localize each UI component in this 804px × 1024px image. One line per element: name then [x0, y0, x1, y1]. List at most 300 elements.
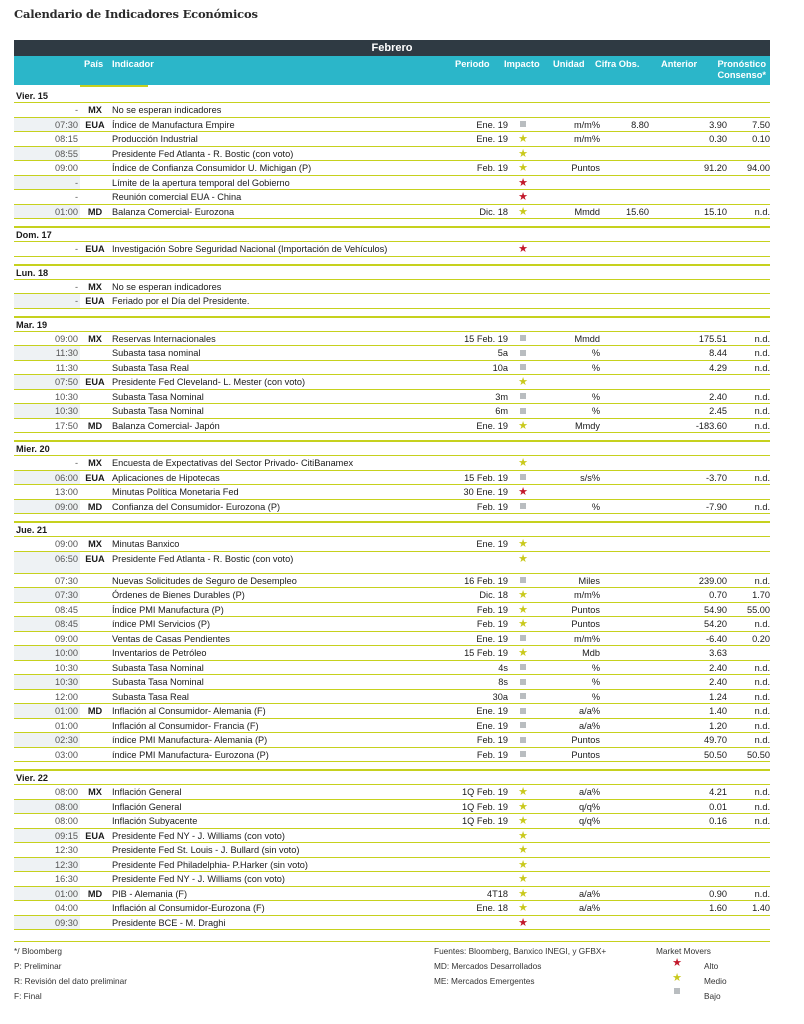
impact-low-square-icon: [514, 332, 532, 347]
time-cell: [14, 294, 80, 308]
time-cell: [14, 588, 80, 602]
table-row: [14, 901, 770, 916]
indicator-name: Minutas Banxico: [112, 539, 180, 549]
impact-low-square-icon: [514, 361, 532, 376]
time-cell: [14, 346, 80, 360]
period: 15 Feb. 19: [464, 648, 508, 658]
indicator-name: índice PMI Servicios (P): [112, 619, 211, 629]
event-time: 10:30: [55, 677, 78, 687]
time-cell: [14, 456, 80, 470]
event-time: 13:00: [55, 487, 78, 497]
country-code: MD: [87, 206, 103, 217]
table-row: [14, 419, 770, 434]
previous-value: 2.40: [709, 677, 727, 687]
indicator-name: Producción Industrial: [112, 134, 198, 144]
indicator-name: Presidente Fed Atlanta - R. Bostic (con voto): [112, 148, 294, 159]
previous-value: 1.40: [709, 706, 727, 716]
impact-low-square-icon: [514, 346, 532, 361]
country-code: MD: [87, 888, 103, 899]
impact-low-square-icon: [514, 748, 532, 763]
unit: m/m%: [573, 134, 600, 144]
unit: a/a%: [579, 706, 600, 716]
country-code: EUA: [85, 296, 105, 306]
table-row: [14, 829, 770, 844]
time-cell: [14, 404, 80, 418]
event-time: 08:00: [55, 816, 78, 826]
event-time: 08:00: [55, 787, 78, 797]
impact-low-square-icon: [514, 390, 532, 405]
time-cell: [14, 485, 80, 499]
event-time: 10:30: [55, 406, 78, 416]
day-label: Vier. 15: [16, 91, 49, 101]
period: Feb. 19: [476, 749, 508, 760]
footer-rule: [14, 941, 770, 942]
table-row: [14, 843, 770, 858]
indicator-name: Aplicaciones de Hipotecas: [112, 472, 220, 483]
event-time: 01:00: [55, 888, 78, 899]
table-row: [14, 748, 770, 763]
table-row: [14, 280, 770, 295]
time-cell: [14, 690, 80, 704]
indicator-name: Ventas de Casas Pendientes: [112, 633, 230, 644]
previous-value: 2.45: [709, 406, 727, 416]
day-label: Dom. 17: [16, 230, 52, 240]
previous-value: 8.44: [709, 348, 727, 358]
legend-label-low: Bajo: [704, 991, 721, 1001]
forecast-value: n.d.: [754, 816, 770, 826]
unit: Puntos: [571, 735, 600, 745]
day-separator: [14, 433, 770, 440]
table-row: [14, 361, 770, 376]
event-time: 09:30: [55, 917, 78, 928]
impact-medium-star-icon: ★: [518, 815, 528, 827]
day-label: Jue. 21: [16, 525, 48, 535]
previous-value: 49.70: [704, 735, 727, 745]
impact-medium-star-icon: ★: [518, 419, 528, 432]
unit: %: [591, 391, 600, 402]
previous-value: 1.20: [709, 720, 727, 731]
previous-value: 54.90: [704, 604, 727, 615]
table-row: [14, 704, 770, 719]
event-time: 02:30: [55, 735, 78, 745]
month-header: Febrero: [14, 40, 770, 56]
country-code: EUA: [85, 830, 105, 841]
indicator-name: Presidente Fed Cleveland- L. Mester (con voto): [112, 377, 306, 387]
time-cell: [14, 537, 80, 551]
forecast-value: n.d.: [754, 888, 770, 899]
previous-value: 0.30: [709, 134, 727, 144]
previous-value: 91.20: [704, 163, 727, 173]
period: 6m: [495, 406, 508, 416]
indicator-name: Inflación al Consumidor- Alemania (F): [112, 706, 266, 716]
forecast-value: n.d.: [754, 691, 770, 702]
time-cell: [14, 190, 80, 204]
forecast-value: n.d.: [754, 362, 770, 373]
period: 5a: [497, 348, 508, 358]
col-cifra: Cifra Obs.: [595, 59, 640, 69]
indicator-name: Balanza Comercial- Eurozona: [112, 206, 235, 217]
unit: m/m%: [573, 633, 600, 644]
time-cell: [14, 176, 80, 190]
indicator-name: Confianza del Consumidor- Eurozona (P): [112, 501, 281, 512]
event-time: 10:30: [55, 662, 78, 673]
time-cell: [14, 733, 80, 747]
previous-value: 0.90: [709, 888, 727, 899]
unit: Puntos: [571, 163, 600, 173]
table-row: [14, 485, 770, 500]
time-cell: [14, 785, 80, 799]
forecast-value: n.d.: [754, 406, 770, 416]
forecast-value: n.d.: [754, 472, 770, 483]
impact-low-square-icon: [514, 661, 532, 676]
impact-high-star-icon: ★: [518, 486, 528, 498]
period: 30 Ene. 19: [463, 487, 508, 497]
indicator-name: índice PMI Manufactura- Eurozona (P): [112, 749, 269, 760]
day-label: Lun. 18: [16, 267, 49, 278]
day-header: [14, 89, 770, 103]
impact-medium-star-icon: ★: [518, 589, 528, 601]
day-header: [14, 442, 770, 456]
unit: Mmdd: [574, 206, 600, 217]
indicator-name: Investigación Sobre Seguridad Nacional (Importación de Vehículos): [112, 244, 388, 254]
footnote-2: P: Preliminar: [14, 961, 62, 971]
impact-medium-star-icon: ★: [518, 147, 528, 160]
calendar-table: [14, 40, 770, 930]
country-code: MX: [88, 281, 102, 292]
table-row: [14, 456, 770, 471]
impact-medium-star-icon: ★: [518, 829, 528, 842]
table-row: [14, 719, 770, 734]
unit: Puntos: [571, 619, 600, 629]
time-cell: [14, 661, 80, 675]
time-cell: [14, 632, 80, 646]
impact-low-square-icon: [514, 719, 532, 734]
time-cell: [14, 552, 80, 573]
event-time: -: [74, 177, 78, 188]
time-cell: [14, 375, 80, 389]
period: Ene. 19: [476, 720, 508, 731]
legend-label-high: Alto: [704, 961, 719, 971]
col-impacto: Impacto: [504, 59, 540, 69]
table-row: [14, 733, 770, 748]
footnote-4: F: Final: [14, 991, 42, 1001]
indicator-name: Reservas Internacionales: [112, 333, 216, 344]
table-row: [14, 675, 770, 690]
impact-medium-star-icon: ★: [518, 902, 528, 914]
event-time: 09:00: [55, 333, 78, 344]
time-cell: [14, 280, 80, 294]
event-time: -: [74, 105, 78, 115]
time-cell: [14, 161, 80, 175]
table-row: [14, 471, 770, 486]
table-row: [14, 785, 770, 800]
forecast-value: 1.70: [752, 590, 770, 600]
event-time: 08:00: [55, 801, 78, 812]
indicator-name: Índice PMI Manufactura (P): [112, 604, 224, 615]
unit: Puntos: [571, 604, 600, 615]
time-cell: [14, 103, 80, 117]
event-time: 07:30: [55, 575, 78, 586]
impact-medium-star-icon: ★: [518, 618, 528, 630]
period: 1Q Feb. 19: [462, 787, 508, 797]
table-row: [14, 814, 770, 829]
unit: m/m%: [573, 590, 600, 600]
day-separator: [14, 257, 770, 264]
impact-medium-star-icon: ★: [518, 205, 528, 218]
unit: a/a%: [579, 720, 600, 731]
country-code: MD: [87, 420, 103, 431]
page-title: Calendario de Indicadores Económicos: [14, 7, 258, 21]
forecast-value: 1.40: [752, 903, 770, 913]
event-time: 11:30: [55, 362, 78, 373]
unit: m/m%: [573, 119, 600, 130]
indicator-name: Inflación General: [112, 787, 182, 797]
event-time: 07:50: [55, 377, 78, 387]
period: 3m: [495, 391, 508, 402]
previous-value: 2.40: [709, 662, 727, 673]
table-row: [14, 118, 770, 133]
indicator-name: Inflación Subyacente: [112, 816, 198, 826]
period: Ene. 19: [476, 539, 508, 549]
event-time: 09:00: [55, 501, 78, 512]
day-header: [14, 318, 770, 332]
time-cell: [14, 500, 80, 514]
indicator-name: Subasta Tasa Nominal: [112, 662, 204, 673]
unit: a/a%: [579, 888, 600, 899]
forecast-value: 55.00: [747, 604, 770, 615]
period: Dic. 18: [479, 590, 508, 600]
time-cell: [14, 361, 80, 375]
unit: %: [591, 406, 600, 416]
unit: a/a%: [579, 903, 600, 913]
period: Feb. 19: [476, 619, 508, 629]
day-header: [14, 228, 770, 242]
event-time: 09:00: [55, 163, 78, 173]
table-row: [14, 916, 770, 931]
unit: s/s%: [580, 472, 600, 483]
impact-medium-star-icon: ★: [518, 376, 528, 388]
period: 15 Feb. 19: [464, 333, 508, 344]
event-time: 16:30: [55, 874, 78, 884]
table-row: [14, 646, 770, 661]
previous-value: 1.60: [709, 903, 727, 913]
forecast-value: 0.10: [752, 134, 770, 144]
country-code: EUA: [85, 553, 105, 564]
period: Ene. 19: [476, 420, 508, 431]
event-time: -: [74, 244, 78, 254]
indicator-name: PIB - Alemania (F): [112, 888, 188, 899]
impact-medium-star-icon: ★: [518, 786, 528, 798]
indicator-name: Inventarios de Petróleo: [112, 648, 207, 658]
previous-value: 1.24: [709, 691, 727, 702]
time-cell: [14, 574, 80, 588]
day-separator: [14, 309, 770, 316]
previous-value: -6.40: [706, 633, 727, 644]
col-periodo: Periodo: [455, 59, 490, 69]
impact-low-square-icon: [514, 690, 532, 705]
event-time: -: [74, 458, 78, 468]
event-time: 12:00: [55, 691, 78, 702]
event-time: 09:15: [55, 830, 78, 841]
country-code: MX: [88, 105, 102, 115]
table-row: [14, 574, 770, 589]
time-cell: [14, 858, 80, 872]
table-row: [14, 332, 770, 347]
indicator-name: Subasta Tasa Real: [112, 362, 189, 373]
previous-value: 2.40: [709, 391, 727, 402]
table-row: [14, 242, 770, 257]
indicator-name: Índice de Confianza Consumidor U. Michigan (P): [112, 163, 312, 173]
unit: Puntos: [571, 749, 600, 760]
time-cell: [14, 887, 80, 901]
impact-low-square-icon: [514, 574, 532, 589]
unit: %: [591, 501, 600, 512]
indicator-name: índice PMI Manufactura- Alemania (P): [112, 735, 268, 745]
time-cell: [14, 147, 80, 161]
table-row: [14, 500, 770, 515]
time-cell: [14, 242, 80, 256]
previous-value: 239.00: [698, 575, 727, 586]
previous-value: 15.10: [704, 206, 727, 217]
footnote-1: */ Bloomberg: [14, 946, 62, 956]
impact-medium-star-icon: ★: [518, 873, 528, 885]
period: 1Q Feb. 19: [462, 816, 508, 826]
time-cell: [14, 704, 80, 718]
event-time: -: [74, 296, 78, 306]
indicator-name: Encuesta de Expectativas del Sector Privado- CitiBanamex: [112, 458, 354, 468]
period: 16 Feb. 19: [464, 575, 508, 586]
col-pais: País: [84, 59, 104, 69]
impact-medium-star-icon: ★: [518, 858, 528, 871]
actual-value: 8.80: [631, 119, 649, 130]
impact-low-square-icon: [514, 675, 532, 690]
forecast-value: n.d.: [754, 720, 770, 731]
table-row: [14, 294, 770, 309]
forecast-value: n.d.: [754, 391, 770, 402]
time-cell: [14, 419, 80, 433]
period: Feb. 19: [476, 501, 508, 512]
indicator-name: Límite de la apertura temporal del Gobierno: [112, 177, 290, 188]
unit: %: [591, 362, 600, 373]
impact-medium-star-icon: ★: [518, 162, 528, 174]
forecast-value: n.d.: [754, 575, 770, 586]
indicator-name: Inflación al Consumidor- Francia (F): [112, 720, 259, 731]
indicator-name: No se esperan indicadores: [112, 281, 222, 292]
event-time: 08:45: [55, 604, 78, 615]
table-row: [14, 887, 770, 902]
table-row: [14, 552, 770, 574]
event-time: 08:45: [55, 619, 78, 629]
period: 10a: [492, 362, 508, 373]
country-code: MX: [88, 333, 102, 344]
period: Feb. 19: [476, 604, 508, 615]
previous-value: -3.70: [706, 472, 727, 483]
impact-high-star-icon: ★: [518, 191, 528, 203]
table-row: [14, 588, 770, 603]
indicator-name: Inflación al Consumidor-Eurozona (F): [112, 903, 265, 913]
unit: q/q%: [579, 816, 600, 826]
event-time: 09:00: [55, 539, 78, 549]
table-row: [14, 690, 770, 705]
table-row: [14, 205, 770, 220]
previous-value: -183.60: [695, 420, 727, 431]
time-cell: [14, 132, 80, 146]
forecast-value: 50.50: [747, 749, 770, 760]
period: 4s: [498, 662, 508, 673]
table-row: [14, 632, 770, 647]
unit: %: [591, 691, 600, 702]
legend-square-low-icon: [671, 986, 683, 996]
indicator-name: Presidente Fed St. Louis - J. Bullard (sin voto): [112, 845, 300, 855]
event-time: -: [74, 192, 78, 202]
day-header: [14, 523, 770, 537]
forecast-value: n.d.: [754, 706, 770, 716]
me-note: ME: Mercados Emergentes: [434, 976, 535, 986]
impact-low-square-icon: [514, 733, 532, 748]
forecast-value: n.d.: [754, 206, 770, 217]
legend-star-high-icon: ★: [672, 957, 682, 969]
impact-medium-star-icon: ★: [518, 647, 528, 659]
period: Dic. 18: [479, 206, 508, 217]
event-time: 01:00: [55, 720, 78, 731]
forecast-value: n.d.: [754, 735, 770, 745]
time-cell: [14, 719, 80, 733]
previous-value: 3.63: [709, 648, 727, 658]
impact-low-square-icon: [514, 404, 532, 419]
col-unidad: Unidad: [553, 59, 585, 69]
unit: a/a%: [579, 787, 600, 797]
time-cell: [14, 829, 80, 843]
col-indicador: Indicador: [112, 59, 154, 69]
day-label: Mier. 20: [16, 444, 50, 454]
table-row: [14, 346, 770, 361]
day-label: Vier. 22: [16, 773, 49, 783]
period: 8s: [498, 677, 508, 687]
previous-value: -7.90: [706, 501, 727, 512]
impact-low-square-icon: [514, 632, 532, 647]
previous-value: 4.21: [709, 787, 727, 797]
table-row: [14, 190, 770, 205]
time-cell: [14, 205, 80, 219]
table-row: [14, 661, 770, 676]
indicator-name: No se esperan indicadores: [112, 105, 222, 115]
impact-medium-star-icon: ★: [518, 457, 528, 469]
impact-high-star-icon: ★: [518, 916, 528, 929]
event-time: 17:50: [55, 420, 78, 431]
table-row: [14, 390, 770, 405]
day-header: [14, 771, 770, 785]
indicator-name: Reunión comercial EUA - China: [112, 192, 242, 202]
period: 15 Feb. 19: [464, 472, 508, 483]
indicator-name: Índice de Manufactura Empire: [112, 119, 235, 130]
unit: %: [591, 348, 600, 358]
country-code: MD: [87, 501, 103, 512]
unit: q/q%: [579, 801, 600, 812]
unit: Mdb: [582, 648, 600, 658]
indicator-name: Subasta tasa nominal: [112, 348, 201, 358]
country-code: MD: [87, 706, 103, 716]
forecast-value: n.d.: [754, 420, 770, 431]
event-time: 12:30: [55, 859, 78, 870]
forecast-value: n.d.: [754, 501, 770, 512]
previous-value: 50.50: [704, 749, 727, 760]
event-time: -: [74, 281, 78, 292]
period: Ene. 19: [476, 633, 508, 644]
forecast-value: n.d.: [754, 801, 770, 812]
unit: Miles: [578, 575, 600, 586]
table-row: [14, 147, 770, 162]
table-row: [14, 103, 770, 118]
